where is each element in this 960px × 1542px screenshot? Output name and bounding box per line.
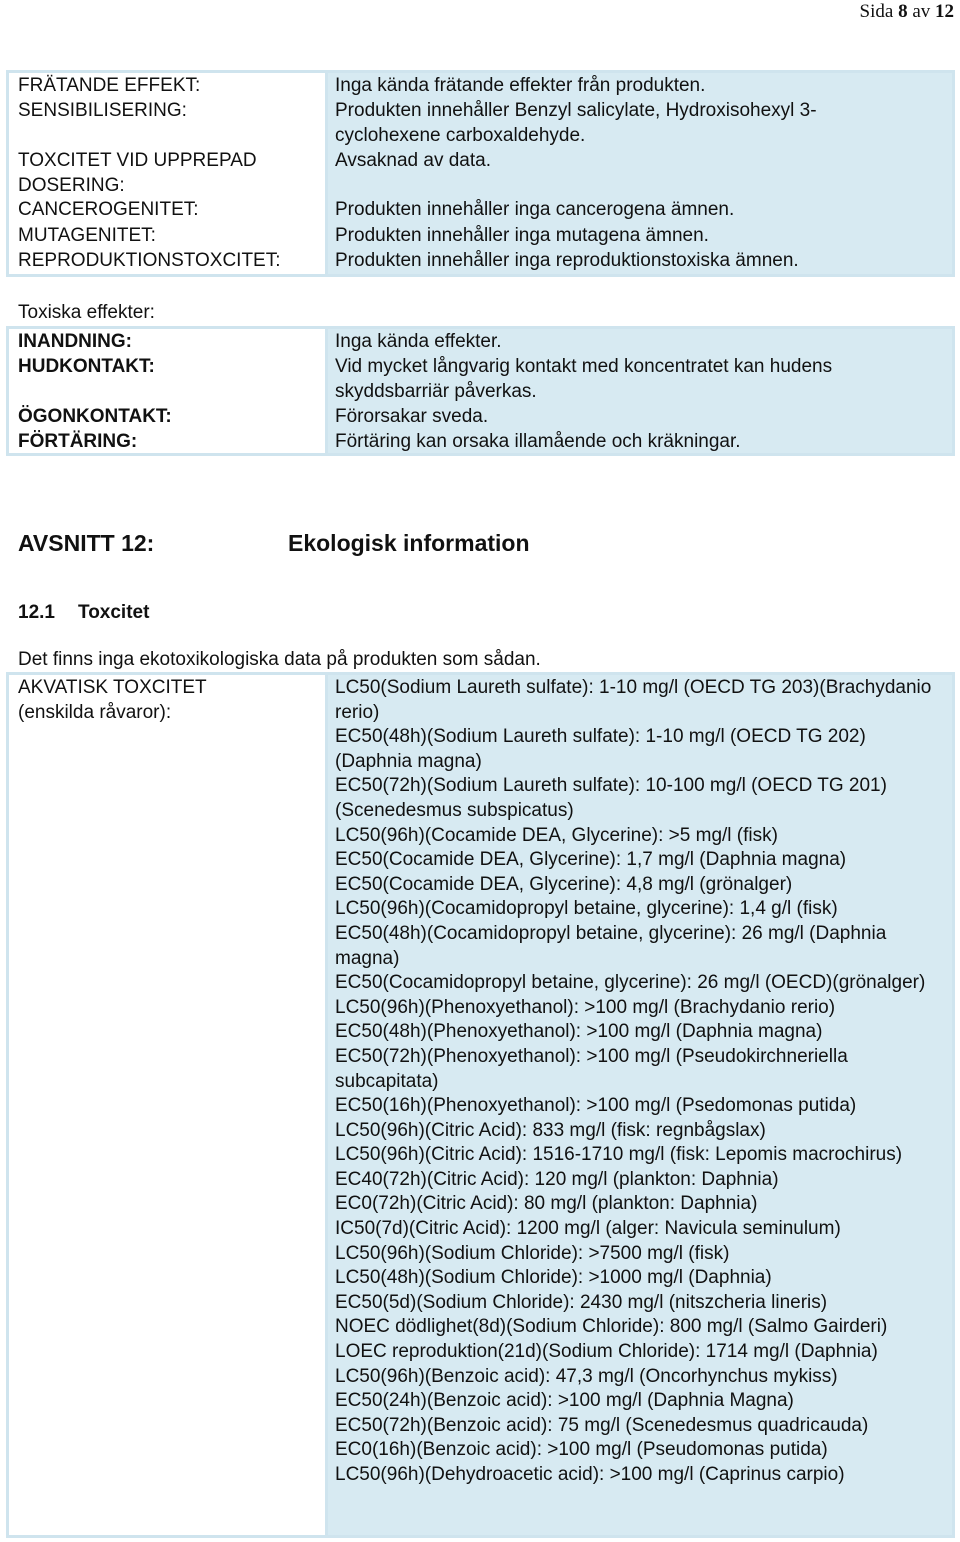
aquatic-value: EC50(72h)(Sodium Laureth sulfate): 10-100 mg/l (OECD TG 201)(Scenedesmus subspicatus) — [335, 775, 887, 821]
toxic-effect-value: Förorsakar sveda. — [335, 406, 489, 427]
aquatic-value: LC50(48h)(Sodium Chloride): >1000 mg/l (Daphnia) — [335, 1267, 772, 1289]
hazard-label: FRÄTANDE EFFEKT: — [18, 75, 201, 96]
subsection-number: 12.1 — [18, 602, 55, 623]
aquatic-value: LOEC reproduktion(21d)(Sodium Chloride): 1714 mg/l (Daphnia) — [335, 1341, 878, 1363]
aquatic-value: EC50(72h)(Benzoic acid): 75 mg/l (Scenedesmus quadricauda) — [335, 1414, 869, 1436]
aquatic-value: NOEC dödlighet(8d)(Sodium Chloride): 800 mg/l (Salmo Gairderi) — [335, 1316, 888, 1338]
hazard-label: SENSIBILISERING: — [18, 100, 187, 121]
page-current: 8 — [898, 1, 908, 22]
aquatic-value: EC50(Cocamide DEA, Glycerine): 4,8 mg/l (grönalger) — [335, 873, 793, 895]
page-number — [860, 0, 954, 24]
aquatic-value: EC50(16h)(Phenoxyethanol): >100 mg/l (Psedomonas putida) — [335, 1095, 857, 1117]
toxic-effect-label: INANDNING: — [18, 331, 132, 352]
aquatic-value: EC50(24h)(Benzoic acid): >100 mg/l (Daphnia Magna) — [335, 1390, 794, 1412]
hazard-value: Produkten innehåller Benzyl salicylate, Hydroxisohexyl 3-cyclohexene carboxaldehyde. — [335, 100, 817, 146]
hazards-table — [6, 70, 955, 277]
aquatic-value: LC50(96h)(Cocamide DEA, Glycerine): >5 mg/l (fisk) — [335, 824, 778, 846]
toxic-effect-label: ÖGONKONTAKT: — [18, 406, 172, 427]
hazard-label: CANCEROGENITET: — [18, 199, 199, 220]
hazard-value: Avsaknad av data. — [335, 150, 491, 171]
eco-note: Det finns inga ekotoxikologiska data på produkten som sådan. — [18, 649, 541, 670]
aquatic-value: EC50(48h)(Cocamidopropyl betaine, glycerine): 26 mg/l (Daphnia magna) — [335, 922, 887, 969]
aquatic-value: LC50(96h)(Phenoxyethanol): >100 mg/l (Brachydanio rerio) — [335, 996, 836, 1018]
section-number: AVSNITT 12: — [18, 530, 155, 556]
aquatic-value: EC50(5d)(Sodium Chloride): 2430 mg/l (nitszcheria lineris) — [335, 1291, 828, 1313]
subsection-title: Toxcitet — [78, 602, 150, 623]
aquatic-value: LC50(96h)(Cocamidopropyl betaine, glycerine): 1,4 g/l (fisk) — [335, 898, 838, 920]
toxic-effects-table — [6, 326, 955, 456]
aquatic-values-list — [335, 676, 939, 1488]
aquatic-value: LC50(96h)(Sodium Chloride): >7500 mg/l (fisk) — [335, 1242, 730, 1264]
hazard-value: Inga kända frätande effekter från produkten. — [335, 75, 706, 96]
aquatic-value: LC50(Sodium Laureth sulfate): 1-10 mg/l (OECD TG 203)(Brachydanio rerio) — [335, 677, 932, 723]
aquatic-value: IC50(7d)(Citric Acid): 1200 mg/l (alger: Navicula seminulum) — [335, 1218, 841, 1240]
hazard-label: TOXCITET VID UPPREPAD DOSERING: — [18, 150, 257, 196]
aquatic-value: EC0(72h)(Citric Acid): 80 mg/l (plankton: Daphnia) — [335, 1193, 758, 1215]
aquatic-value: EC40(72h)(Citric Acid): 120 mg/l (plankton: Daphnia) — [335, 1168, 779, 1190]
toxic-effect-value: Förtäring kan orsaka illamående och kräkningar. — [335, 431, 741, 452]
page-total: 12 — [935, 1, 954, 22]
hazard-label: MUTAGENITET: — [18, 225, 156, 246]
toxic-effects-heading: Toxiska effekter: — [18, 302, 155, 323]
aquatic-value: EC50(48h)(Phenoxyethanol): >100 mg/l (Daphnia magna) — [335, 1021, 823, 1043]
aquatic-label: AKVATISK TOXCITET (enskilda råvaror): — [18, 677, 207, 723]
section-title: Ekologisk information — [288, 530, 530, 556]
aquatic-value: EC50(48h)(Sodium Laureth sulfate): 1-10 mg/l (OECD TG 202)(Daphnia magna) — [335, 726, 866, 772]
aquatic-value: EC50(72h)(Phenoxyethanol): >100 mg/l (Pseudokirchneriella subcapitata) — [335, 1045, 848, 1092]
hazard-value: Produkten innehåller inga reproduktionstoxiska ämnen. — [335, 250, 799, 271]
toxic-effect-value: Vid mycket långvarig kontakt med koncentratet kan hudens skyddsbarriär påverkas. — [335, 356, 833, 402]
page-prefix: Sida — [859, 1, 894, 22]
aquatic-value: EC50(Cocamide DEA, Glycerine): 1,7 mg/l (Daphnia magna) — [335, 849, 847, 871]
aquatic-value: LC50(96h)(Citric Acid): 1516-1710 mg/l (fisk: Lepomis macrochirus) — [335, 1144, 903, 1166]
toxic-effect-label: FÖRTÄRING: — [18, 431, 138, 452]
aquatic-value: LC50(96h)(Dehydroacetic acid): >100 mg/l (Caprinus carpio) — [335, 1464, 845, 1485]
toxic-effect-value: Inga kända effekter. — [335, 331, 502, 352]
page-sep: av — [912, 1, 931, 22]
hazard-label: REPRODUKTIONSTOXCITET: — [18, 250, 281, 271]
aquatic-value: EC0(16h)(Benzoic acid): >100 mg/l (Pseudomonas putida) — [335, 1439, 828, 1461]
hazard-value: Produkten innehåller inga cancerogena ämnen. — [335, 199, 735, 220]
aquatic-toxicity-table — [6, 672, 955, 1538]
toxic-effect-label: HUDKONTAKT: — [18, 356, 155, 377]
hazard-value: Produkten innehåller inga mutagena ämnen. — [335, 225, 709, 246]
aquatic-value: LC50(96h)(Benzoic acid): 47,3 mg/l (Oncorhynchus mykiss) — [335, 1365, 838, 1387]
aquatic-value: EC50(Cocamidopropyl betaine, glycerine): 26 mg/l (OECD)(grönalger) — [335, 972, 926, 994]
aquatic-value: LC50(96h)(Citric Acid): 833 mg/l (fisk: regnbågslax) — [335, 1119, 766, 1141]
